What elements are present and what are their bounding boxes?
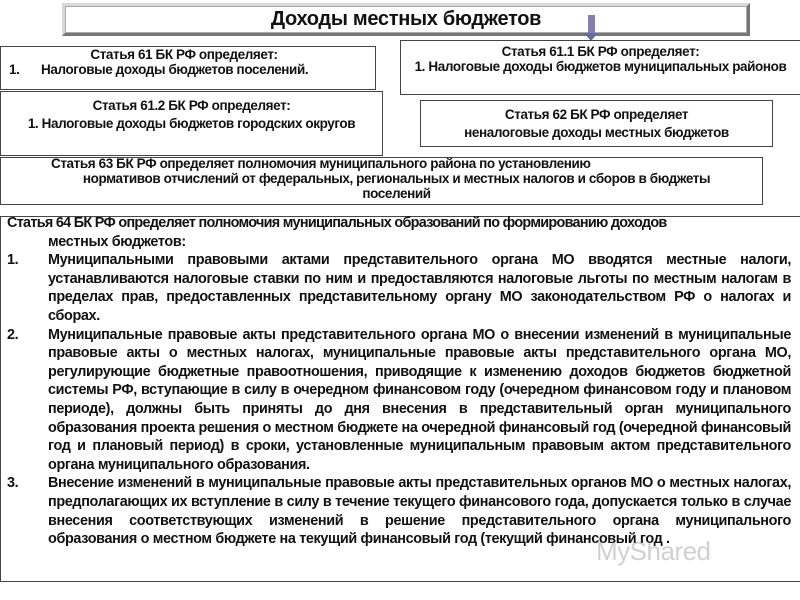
article-61-text: Налоговые доходы бюджетов поселений. xyxy=(41,62,309,77)
article-61-1-heading: Статья 61.1 БК РФ определяет: xyxy=(501,44,700,59)
article-64-item xyxy=(7,251,791,325)
item-number: 1. xyxy=(7,252,19,269)
article-61-number: 1. xyxy=(9,62,20,77)
slide-title: Доходы местных бюджетов xyxy=(62,3,750,36)
item-number: 2. xyxy=(7,326,19,343)
article-64-intro-cont: местных бюджетов: xyxy=(48,233,186,250)
article-63-box xyxy=(0,157,763,205)
article-64-box xyxy=(0,216,800,582)
article-64-intro: Статья 64 БК РФ определяет полномочия муниципальных образований по формированию доходов xyxy=(7,215,667,231)
article-61-2-box xyxy=(0,91,383,156)
article-61-1-text: 1. Налоговые доходы бюджетов муниципальных районов xyxy=(414,59,787,74)
article-61-1-box xyxy=(400,40,800,95)
article-62-box xyxy=(420,100,773,147)
article-61-2-heading: Статья 61.2 БК РФ определяет: xyxy=(92,98,291,113)
item-text: Муниципальными правовыми актами представительного органа МО вводятся местные налоги, устанавливаются налоговые ставки по ним и предоставляются налоговые льготы по местным налогам в пределах прав, предоставленных представительному органу МО законодательством РФ о налогах и сборах. xyxy=(48,252,791,324)
item-text: Муниципальные правовые акты представительного органа МО о внесении изменений в муниципальные правовые акты о местных налогах, муниципальные правовые акты представительного органа МО, регулирующие бюджетные правоотношения, приводящие к изменению доходов бюджетов бюджетной системы РФ, вступающие в силу в очередном финансовом году (очередном финансовом году и плановом периоде), должны быть приняты до дня внесения в представительный орган муниципального образования проекта решения о местном бюджете на очередной финансовый год (очередной финансовый год и плановый период) в сроки, установленные муниципальным правовым актом представительного органа муниципального образования. xyxy=(48,326,791,473)
item-number: 3. xyxy=(7,475,19,492)
article-62-text: Статья 62 БК РФ определяет неналоговые доходы местных бюджетов xyxy=(464,107,729,140)
article-63-line1: Статья 63 БК РФ определяет полномочия муниципального района по установлению xyxy=(51,156,591,171)
article-61-2-text: 1. Налоговые доходы бюджетов городских округов xyxy=(27,116,356,131)
article-61-heading: Статья 61 БК РФ определяет: xyxy=(90,47,278,62)
article-61-box xyxy=(0,46,376,90)
item-text: Внесение изменений в муниципальные правовые акты представительных органов МО о местных налогах, предполагающих их вступление в силу в течение текущего финансового года, допускается только в случае внесения соответствующих изменений в решение представительного органа муниципального образования о местном бюджете на текущий финансовый год (текущий финансовый год . xyxy=(48,475,791,548)
article-63-line2: нормативов отчислений от федеральных, региональных и местных налогов и сборов в бюджеты поселений xyxy=(82,171,711,201)
down-arrow-icon xyxy=(588,15,595,35)
article-64-item xyxy=(7,326,791,475)
watermark-logo: MyShared xyxy=(596,536,711,566)
